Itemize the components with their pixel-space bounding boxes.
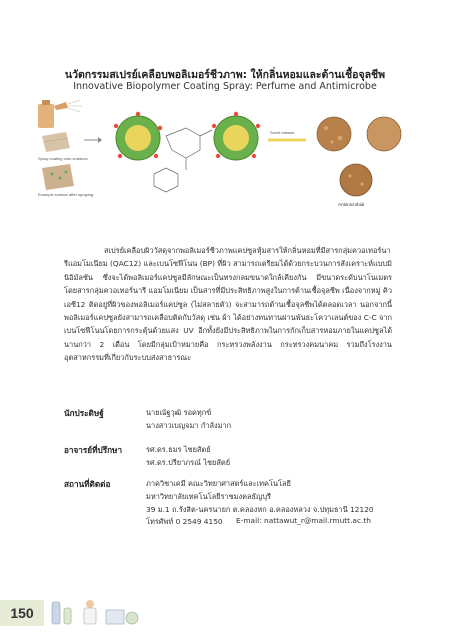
molecule-structure-icon xyxy=(154,128,212,192)
contact-line xyxy=(146,516,406,528)
label-sample: Example surface after spraying xyxy=(38,192,94,197)
polymer-capsule-right xyxy=(212,112,260,160)
lab-equipment-icon xyxy=(106,610,138,624)
contact-email[interactable]: E-mail: nattawut_r@mail.rmutt.ac.th xyxy=(236,516,371,525)
treated-fabric-icon xyxy=(42,164,74,190)
footer-illustration xyxy=(46,594,151,630)
title-thai: นวัตกรรมสเปรย์เคลือบพอลิเมอร์ชีวภาพ: ให้กลิ่นหอมและต้านเชื้อจุลชีพ xyxy=(64,69,386,81)
petri-dish-control xyxy=(317,117,351,151)
scientist-icon xyxy=(84,600,96,624)
page-number: 150 xyxy=(0,600,44,626)
label-spray: Spray coating onto surfaces xyxy=(38,156,88,161)
lab-flask-icon xyxy=(52,602,71,624)
research-figure xyxy=(36,98,416,210)
contact-phone: โทรศัพท์ 0 2549 4150 xyxy=(146,517,223,526)
label-scent: Scent release xyxy=(270,130,295,135)
advisor-label: อาจารย์ที่ปรึกษา xyxy=(64,445,123,455)
polymer-capsule-left xyxy=(114,112,162,160)
advisor-names: รศ.ดร.ธมร ไชยสัตย์ รศ.ดร.ปรียาภรณ์ ไชยสัตย์ xyxy=(146,445,231,467)
spray-bottle-icon xyxy=(38,100,82,128)
fabric-swatch-icon xyxy=(42,132,70,152)
contact-address: ภาควิชาเคมี คณะวิทยาศาสตร์และเทคโนโลยี มหาวิทยาลัยเทคโนโลยีราชมงคลธัญบุรี 39 ม.1 ถ.รังสิต-นครนายก ต.คลองหก อ.คลองหลวง จ.ปทุมธานี 12120 xyxy=(146,479,374,514)
petri-dish-treated xyxy=(367,117,401,151)
inventor-label: นักประดิษฐ์ xyxy=(64,408,104,418)
title-english: Innovative Biopolymer Coating Spray: Perfume and Antimicrobe xyxy=(73,81,377,92)
contact-label: สถานที่ติดต่อ xyxy=(64,479,111,489)
petri-dish-zoom xyxy=(340,164,372,196)
description-paragraph: สเปรย์เคลือบผิววัสดุจากพอลิเมอร์ชีวภาพแคปซูลหุ้มสารให้กลิ่นหอมที่มีสารกลุ่มควอเทอร์นารีแอมโมเนียม (QAC12) และเบนโซฟีโนน (BP) ที่ผิว สามารถเตรียมได้ด้วยกระบวนการสังเคราะห์แบบมินิอิมัลชัน ซึ่งจะได้พอลิเมอร์แคปซูลมีลักษณะเป็นทรงกลมขนาดใกล้เคียงกัน มีขนาดระดับนาโนเมตร โดยสารกลุ่มควอเทอร์นารี แอมโมเนียม เป็นสารที่มีประสิทธิภาพสูงในการต้านเชื้อจุลชีพ เนื่องจากหมู่ คิวเอซี12 ติดอยู่ที่ผิวของพอลิเมอร์แคปซูล (ไม่สลายตัว) จะสามารถต้านเชื้อจุลชีพได้ตลอดเวลา นอกจากนี้ พอลิเมอร์แคปซูลยังสามารถเคลือบติดกับวัสดุ เช่น ผ้า ได้อย่างทนทานผ่านพันธะโควาเลนต์ของ C-C จากเบนโซฟีโนนโดยการกระตุ้นด้วยแสง UV อีกทั้งยังมีประสิทธิภาพในการกักเก็บสารหอมภายในแคปซูลได้นานกว่า 2 เดือน โดยมีกลุ่มเป้าหมายคือ กระทรวงพลังงาน กระทรวงคมนาคม รวมถึงโรงงานอุตสาหกรรมที่เกี่ยวกับระบบส่งสาธารณะ xyxy=(64,246,392,363)
caption-antimicrobial: Antimicrobial xyxy=(338,202,365,207)
inventor-names: นายณัฐวุฒิ รอดทุกข์ นางสาวเบญจมา กำลังมาก xyxy=(146,408,232,430)
